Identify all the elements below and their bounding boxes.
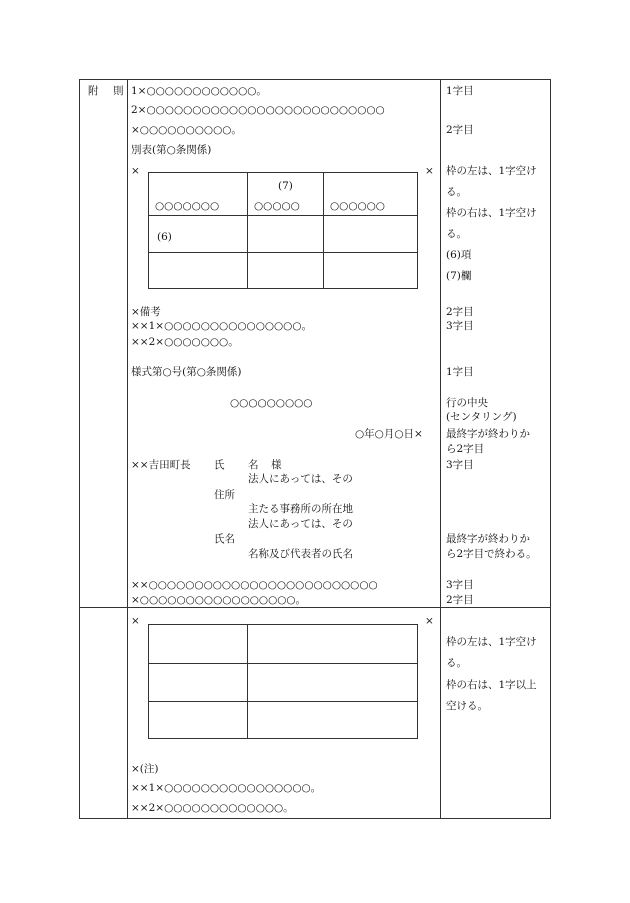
note2-1: 枠の左は、1字空け xyxy=(446,636,537,648)
chu-item-1: ××1×○○○○○○○○○○○○○○○○。 xyxy=(131,782,322,794)
note-5: 枠の右は、1字空け xyxy=(446,207,537,219)
addressee: ××吉田町長 xyxy=(131,459,191,471)
form-table xyxy=(148,624,418,739)
note-6: る。 xyxy=(446,228,467,240)
note2-3: 枠の右は、1字以上 xyxy=(446,679,537,691)
column-divider-right xyxy=(440,79,441,819)
table-row-line xyxy=(148,252,418,253)
note-16: 3字目 xyxy=(446,459,474,471)
note2-2: る。 xyxy=(446,657,467,669)
table-col-line xyxy=(247,624,248,739)
cross-left-2: × xyxy=(131,615,140,627)
note-2: 2字目 xyxy=(446,124,474,136)
note-1: 1字目 xyxy=(446,85,474,97)
note-17: 最終字が終わりか xyxy=(446,533,530,545)
cross-right-2: × xyxy=(425,615,434,627)
note-19: 3字目 xyxy=(446,579,474,591)
chu-item-2: ××2×○○○○○○○○○○○○○。 xyxy=(131,802,294,814)
note-9: 2字目 xyxy=(446,306,474,318)
note-jimusho: 主たる事務所の所在地 xyxy=(248,503,353,515)
column-divider-left xyxy=(127,79,128,819)
label-shimei: 氏名 xyxy=(214,533,235,545)
note-10: 3字目 xyxy=(446,320,474,332)
note-14: 最終字が終わりか xyxy=(446,428,530,440)
biko-item-1: ××1×○○○○○○○○○○○○○○○。 xyxy=(131,320,313,332)
label-jusho: 住所 xyxy=(214,489,235,501)
note-houjin-2: 法人にあっては、その xyxy=(248,518,353,530)
main-line-2: 2×○○○○○○○○○○○○○○○○○○○○○○○○○○ xyxy=(131,104,385,116)
label-sama: 様 xyxy=(271,459,282,471)
table-header-b: ○○○○○ xyxy=(254,200,300,212)
note-18: ら2字目で終わる。 xyxy=(446,548,537,560)
section-divider xyxy=(79,607,551,608)
biko-heading: ×備考 xyxy=(131,306,161,318)
table-header-c: ○○○○○○ xyxy=(330,200,385,212)
note-4: る。 xyxy=(446,186,467,198)
note-20: 2字目 xyxy=(446,594,474,606)
note-8: (7)欄 xyxy=(446,270,472,282)
beppyo-heading: 別表(第○条関係) xyxy=(131,144,212,156)
form-center-title: ○○○○○○○○○ xyxy=(230,397,313,409)
main-line-3: ×○○○○○○○○○○。 xyxy=(131,124,242,136)
note-houjin-1: 法人にあっては、その xyxy=(248,473,353,485)
note-daihyosha: 名称及び代表者の氏名 xyxy=(248,548,353,560)
main-line-1: 1×○○○○○○○○○○○○。 xyxy=(131,85,267,97)
note-3: 枠の左は、1字空け xyxy=(446,165,537,177)
note-7: (6)項 xyxy=(446,249,472,261)
table-header-a: ○○○○○○○ xyxy=(155,200,220,212)
table-row-line xyxy=(148,701,418,702)
label-shi: 氏 xyxy=(214,459,225,471)
note-13: (センタリング) xyxy=(446,411,517,423)
note-12: 行の中央 xyxy=(446,397,488,409)
biko-item-2: ××2×○○○○○○○。 xyxy=(131,336,239,348)
label-fusoku: 附 則 xyxy=(88,85,126,97)
cross-left-1: × xyxy=(131,165,140,177)
table-col-line xyxy=(323,172,324,289)
table-col-line xyxy=(247,172,248,289)
note-11: 1字目 xyxy=(446,366,474,378)
table-row-line xyxy=(148,663,418,664)
table-row-line xyxy=(148,215,418,216)
cross-right-1: × xyxy=(425,165,434,177)
main-last-line-1: ××○○○○○○○○○○○○○○○○○○○○○○○○○ xyxy=(131,579,378,591)
chu-heading: ×(注) xyxy=(131,763,159,775)
table-row-label: (6) xyxy=(157,231,172,243)
form-date: ○年○月○日× xyxy=(355,428,423,440)
label-mei: 名 xyxy=(248,459,259,471)
note2-4: 空ける。 xyxy=(446,700,488,712)
note-15: ら2字目 xyxy=(446,443,485,455)
table-header-b-number: (7) xyxy=(278,180,293,192)
main-last-line-2: ×○○○○○○○○○○○○○○○○○。 xyxy=(131,594,307,606)
yoshiki-heading: 様式第○号(第○条関係) xyxy=(131,366,242,378)
